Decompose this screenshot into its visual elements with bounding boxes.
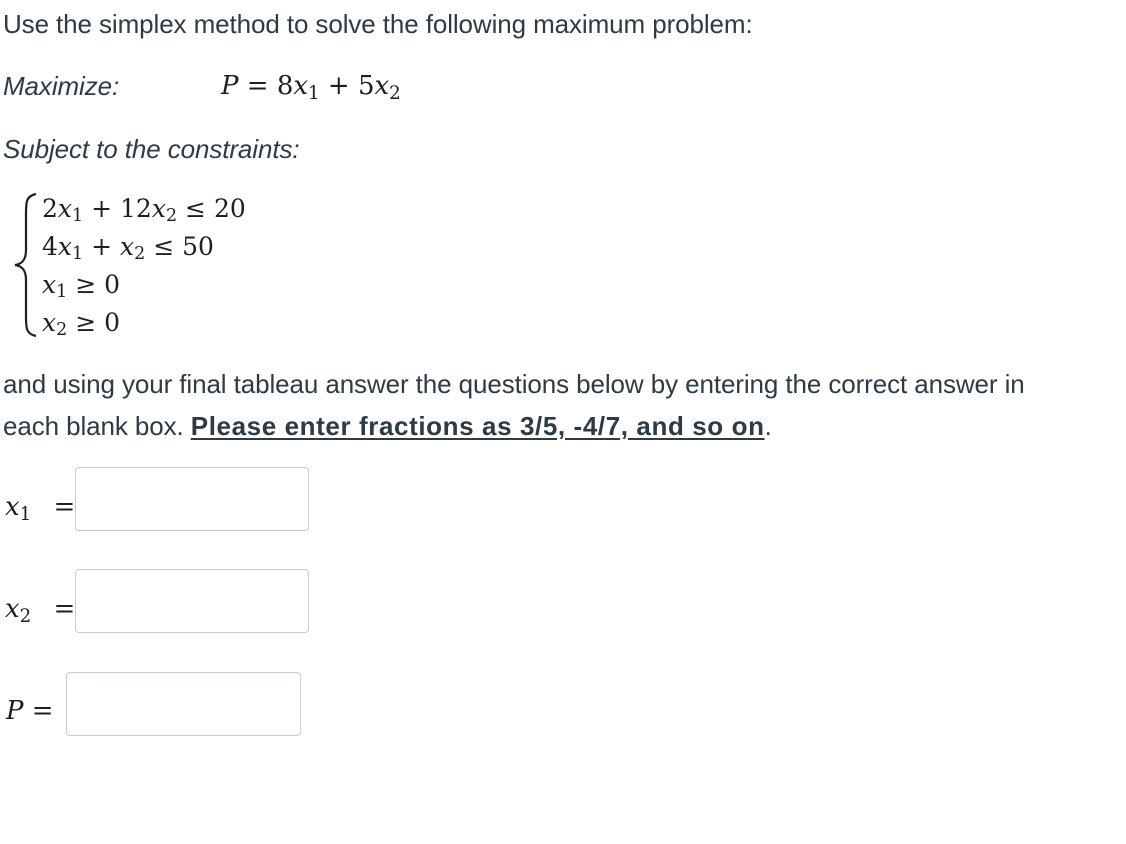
objective-function xyxy=(221,71,401,104)
answer-label-x2-sub: 2 xyxy=(19,605,32,627)
maximize-label: Maximize: xyxy=(3,71,120,101)
objective-sub-1: 1 xyxy=(308,82,320,104)
constraint-3-var: x xyxy=(42,270,57,299)
objective-op: + xyxy=(327,71,350,101)
constraint-2-rel: ≤ xyxy=(153,232,175,261)
constraint-3-rhs: 0 xyxy=(104,270,121,299)
instructions-line-2 xyxy=(3,411,772,442)
constraint-1-var-2: x xyxy=(151,194,166,223)
answer-label-x2-var: x xyxy=(5,594,20,624)
constraint-row xyxy=(42,304,120,345)
answer-input-p[interactable] xyxy=(66,672,301,736)
constraint-1-coef-1: 2 xyxy=(42,194,58,223)
constraint-2-sub-2: 2 xyxy=(134,244,146,265)
constraint-2-sub-1: 1 xyxy=(72,244,84,265)
answer-label-x2-eq: = xyxy=(53,594,76,624)
question-intro: Use the simplex method to solve the following maximum problem: xyxy=(3,9,753,39)
answer-label-x1-eq: = xyxy=(53,492,76,522)
answer-input-x2[interactable] xyxy=(75,569,309,633)
constraint-2-coef-1: 4 xyxy=(42,232,58,261)
objective-sub-2: 2 xyxy=(389,82,401,104)
objective-var-2: x xyxy=(374,71,390,101)
subject-label: Subject to the constraints: xyxy=(3,134,300,164)
constraint-3-rel: ≥ xyxy=(75,270,97,299)
constraint-1-var-1: x xyxy=(57,194,73,223)
constraint-2-rhs: 50 xyxy=(182,232,214,261)
constraint-row xyxy=(42,190,246,231)
answer-label-x2 xyxy=(5,594,76,627)
constraint-1-sub-1: 1 xyxy=(72,206,84,227)
objective-eq: = xyxy=(246,71,269,101)
answer-label-x1-var: x xyxy=(5,492,20,522)
answer-input-x1[interactable] xyxy=(75,467,309,531)
constraint-1-sub-2: 2 xyxy=(165,206,178,227)
constraint-4-var: x xyxy=(42,308,57,337)
constraint-1-rhs: 20 xyxy=(213,194,246,223)
instructions-line-1: and using your final tableau answer the questions below by entering the correct answer in xyxy=(3,369,1025,399)
constraint-1-coef-2: 12 xyxy=(120,194,152,223)
constraint-brace xyxy=(12,192,38,338)
constraint-4-rel: ≥ xyxy=(75,308,97,337)
answer-label-p-eq: = xyxy=(31,696,54,726)
constraint-1-op: + xyxy=(91,194,113,223)
objective-var-1: x xyxy=(293,71,309,101)
objective-coef-1: 8 xyxy=(276,71,294,101)
answer-label-p xyxy=(6,696,54,726)
objective-lhs: P xyxy=(221,71,239,101)
answer-label-p-var: P xyxy=(6,696,24,726)
constraint-4-rhs: 0 xyxy=(104,308,121,337)
answer-label-x1 xyxy=(5,492,76,525)
constraint-3-sub: 1 xyxy=(56,282,68,303)
constraint-2-op: + xyxy=(91,232,113,261)
instructions-prefix: each blank box. xyxy=(3,411,191,441)
fraction-format-note: Please enter fractions as 3/5, -4/7, and so on xyxy=(190,411,765,441)
constraint-row xyxy=(42,228,214,269)
constraint-1-rel: ≤ xyxy=(185,194,206,223)
constraint-2-var-1: x xyxy=(57,232,73,261)
answer-label-x1-sub: 1 xyxy=(19,503,32,525)
instructions-suffix: . xyxy=(764,411,772,441)
objective-coef-2: 5 xyxy=(357,71,375,101)
constraint-2-var-2: x xyxy=(120,232,135,261)
constraint-row xyxy=(42,266,120,307)
constraint-4-sub: 2 xyxy=(56,320,68,341)
